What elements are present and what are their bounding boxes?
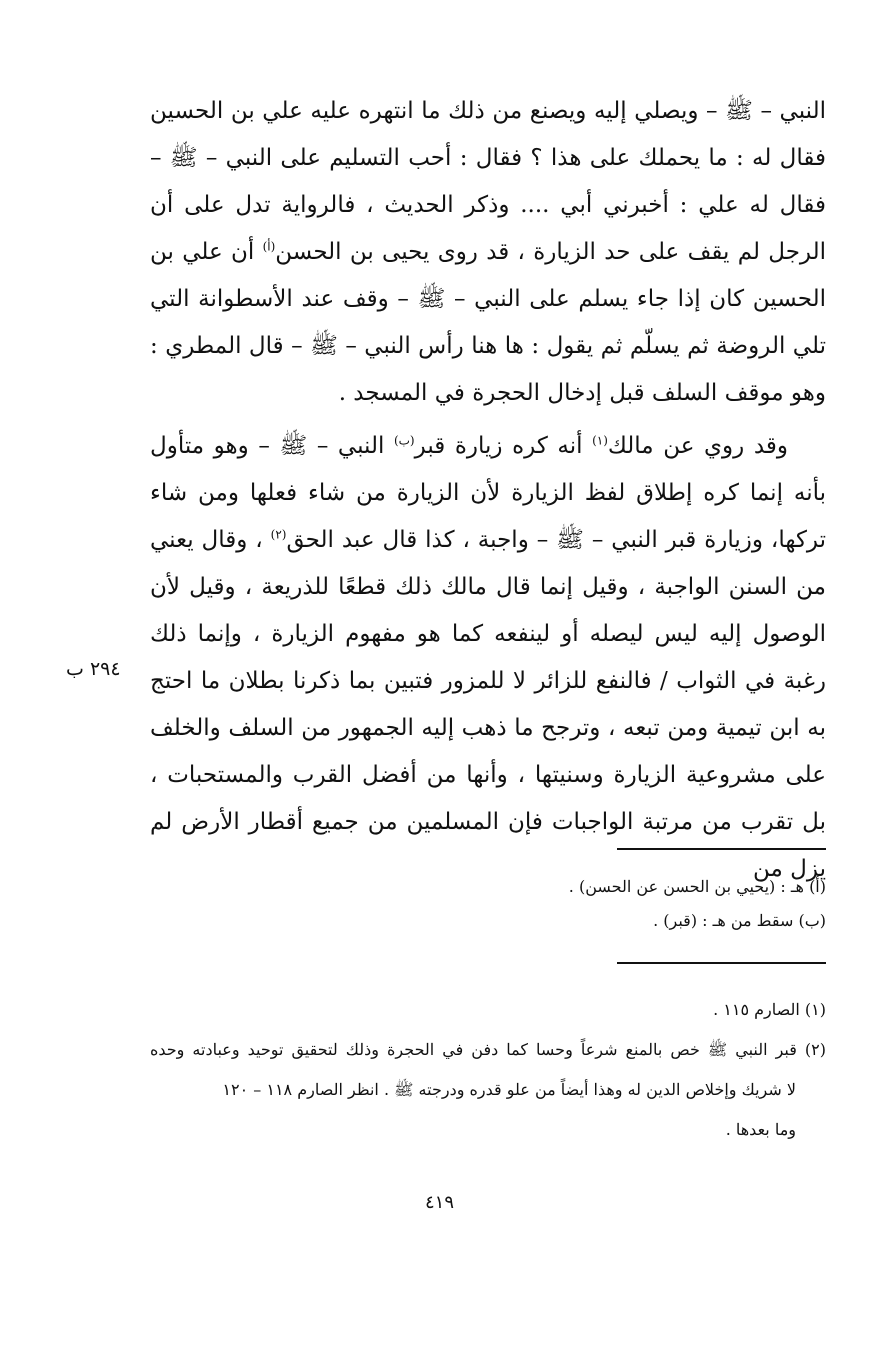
text-segment: النبي – ﷺ – وهو متأول بأنه إنما كره إطلاق لفظ الزيارة لأن الزيارة من شاء فعلها ومن شاء تركها، وزيارة قبر النبي – ﷺ – واجبة ، كذا قال عبد الحق [150, 433, 826, 553]
text-line: – ﷺ – فقال له علي : أخبرني أبي .... وذكر الحديث ، فالرواية تدل [150, 145, 827, 218]
main-text [150, 88, 826, 893]
text-line: على أن الرجل لم يقف على حد الزيارة ، قد روى يحيى بن الحسن [150, 192, 827, 265]
text-line: قال المطري : وهو موقف السلف قبل إدخال الحجرة في المسجد . [150, 333, 826, 406]
variant-marker-b: (ب) [393, 433, 415, 448]
footnote-2-line: لا شريك وإخلاص الدين له وهذا أيضاً من علو قدره ودرجته ﷺ . انظر الصارم ١١٨ – ١٢٠ [222, 1080, 796, 1099]
footnote-2-line: (٢) قبر النبي ﷺ خص بالمنع شرعاً وحسا كما دفن في الحجرة وذلك لتحقيق توحيد وعبادته وحده [150, 1040, 826, 1059]
footnote-divider [617, 848, 826, 850]
variant-note: (أ) هـ : (يحيي بن الحسن عن الحسن) . [568, 877, 826, 896]
footnote-divider [617, 962, 826, 964]
variant-notes [150, 870, 826, 938]
footnote-2-line: وما بعدها . [725, 1120, 796, 1139]
text-line: النبي – ﷺ – ويصلي إليه ويصنع من ذلك ما انتهره عليه علي بن [230, 98, 827, 124]
text-line: أن [231, 239, 255, 265]
text-segment: ، وقال يعني من السنن الواجبة ، وقيل إنما قال مالك ذلك قطعًا للذريعة ، وقيل لأن الوصول إليه ليس ليصله أو لينفعه كما هو مفهوم الزيارة ، وإنما ذلك رغبة في الثواب / فالنفع للزائر لا للمزور فتبين بما ذكرنا بطلان ما احتج به ابن تيمية ومن تبعه ، وترجح ما ذهب إليه الجمهور من السلف والخلف على مشروعية الزيارة وسنيتها ، وأنها من أفضل القرب والمستحبات ، بل تقرب من مرتبة الواجبات فإن المسلمين من جميع أقطار الأرض لم يزل من [150, 527, 826, 882]
manuscript-folio-marker: ٢٩٤ ب [66, 658, 121, 680]
text-segment: وقد روي عن مالك [607, 433, 788, 459]
text-line: الحسين فقال له : ما يحملك على هذا ؟ فقال : أحب التسليم على النبي [150, 98, 827, 171]
variant-marker-a: (أ) [262, 239, 276, 254]
footnote-marker-2: (٢) [270, 527, 287, 542]
variant-note: (ب) سقط من هـ : (قبر) . [653, 911, 826, 930]
text-line: الأسطوانة التي تلي الروضة ثم يسلّم ثم يقول : ها هنا رأس النبي – ﷺ – [150, 286, 826, 359]
text-segment: أنه كره زيارة قبر [414, 433, 593, 459]
paragraph-1 [150, 88, 826, 417]
text-line: علي بن الحسين كان إذا جاء يسلم على النبي – ﷺ – وقف عند [150, 239, 826, 312]
page-number: ٤١٩ [424, 1192, 454, 1213]
footnotes [150, 990, 826, 1150]
paragraph-2 [150, 423, 826, 893]
footnote-1: (١) الصارم ١١٥ . [713, 1000, 826, 1019]
footnote-marker-1: (١) [592, 433, 608, 448]
